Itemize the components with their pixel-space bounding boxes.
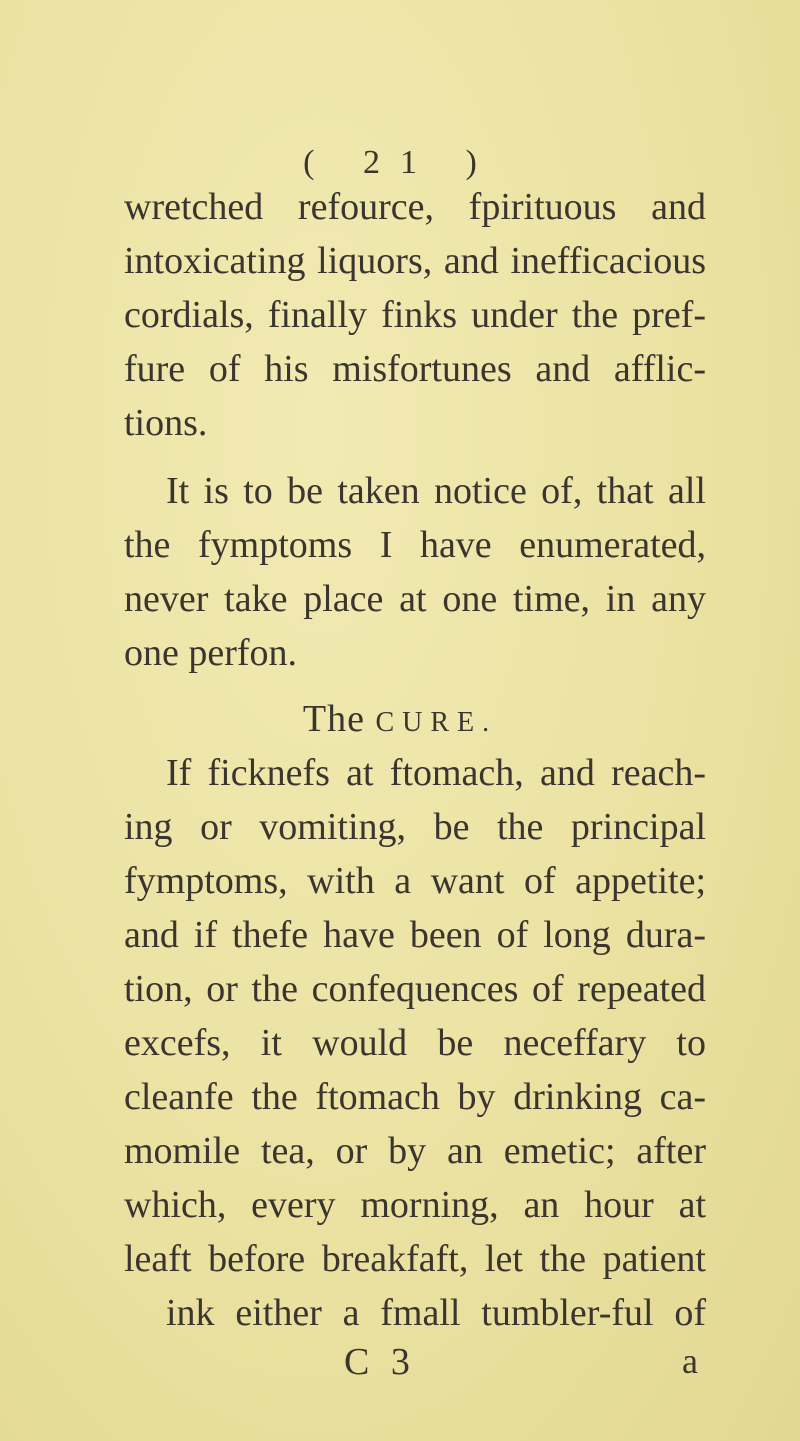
text-line: excefs, it would be neceffary to xyxy=(124,1022,706,1064)
catchword: a xyxy=(682,1341,698,1381)
section-heading xyxy=(0,692,800,746)
text-line: tions. xyxy=(124,402,208,444)
page-number: ( 21 ) xyxy=(303,144,497,181)
text-line: tion, or the confequences of repeated xyxy=(124,968,706,1010)
text-line: momile tea, or by an emetic; after xyxy=(124,1130,706,1172)
text-line: If ficknefs at ftomach, and reach- xyxy=(166,752,706,794)
text-line: fymptoms, with a want of appetite; xyxy=(124,860,706,902)
signature-mark: C 3 xyxy=(344,1341,416,1383)
heading-smallcaps: CURE. xyxy=(375,707,498,738)
text-line: cleanfe the ftomach by drinking ca- xyxy=(124,1076,706,1118)
text-line: wretched refource, fpirituous and xyxy=(124,186,706,228)
text-line: leaft before breakfaft, let the patient xyxy=(124,1238,706,1280)
text-line: ing or vomiting, be the principal xyxy=(124,806,706,848)
text-line: one perfon. xyxy=(124,632,298,674)
text-line: which, every morning, an hour at xyxy=(124,1184,706,1226)
text-line: cordials, finally finks under the pref- xyxy=(124,294,706,336)
text-line: intoxicating liquors, and inefficacious xyxy=(124,240,706,282)
text-line: It is to be taken notice of, that all xyxy=(166,470,706,512)
text-line: and if thefe have been of long dura- xyxy=(124,914,706,956)
heading-prefix: The xyxy=(302,698,365,740)
text-line: the fymptoms I have enumerated, xyxy=(124,524,706,566)
text-line: never take place at one time, in any xyxy=(124,578,706,620)
text-line: ink either a fmall tumbler-ful of xyxy=(166,1292,706,1334)
text-line: fure of his misfortunes and afflic- xyxy=(124,348,706,390)
